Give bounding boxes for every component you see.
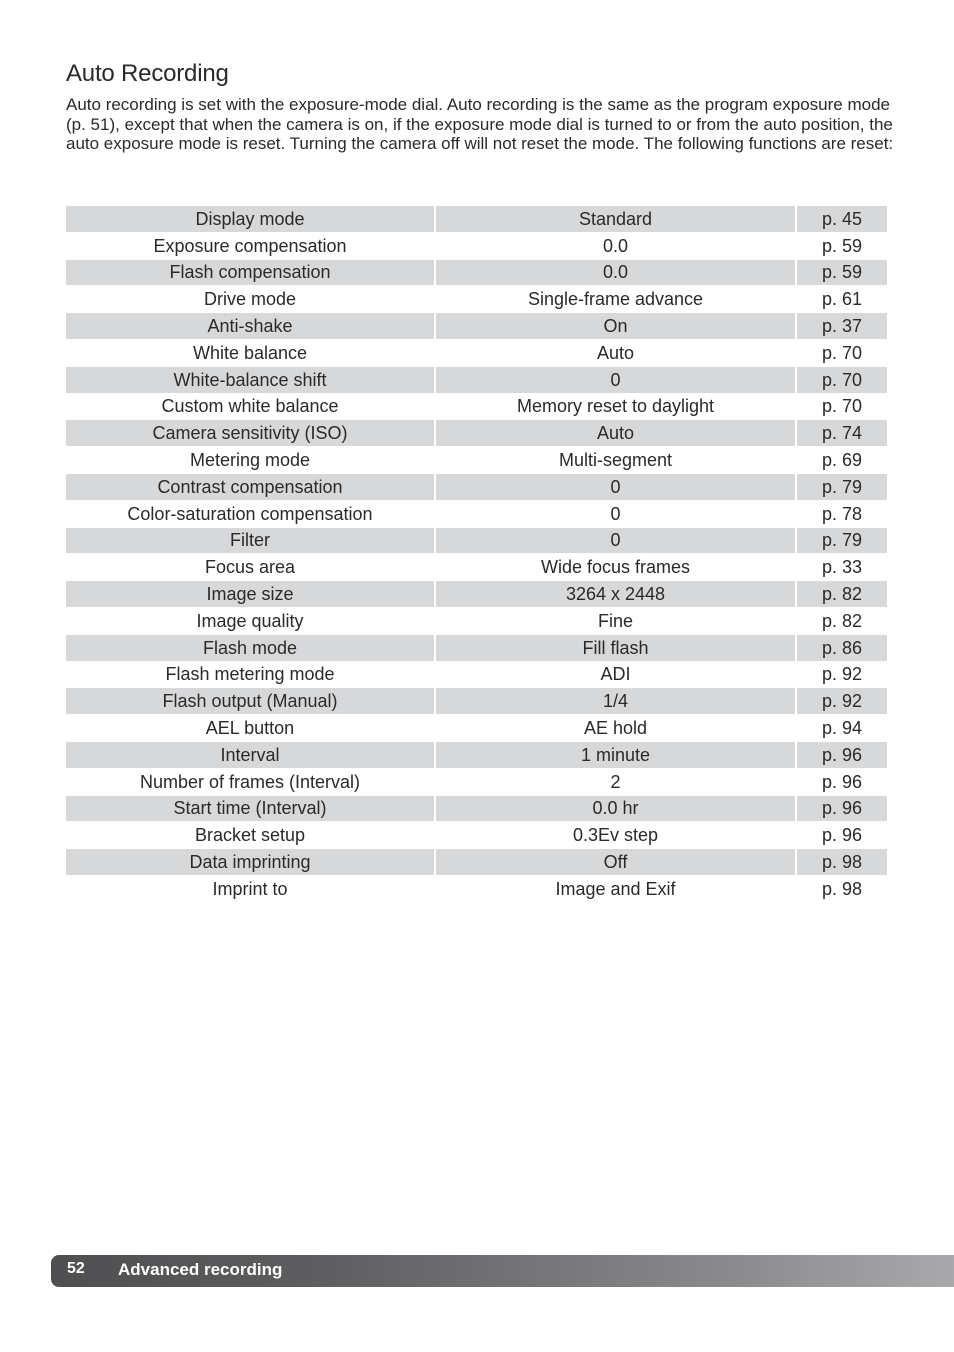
- function-cell: Camera sensitivity (ISO): [66, 420, 436, 447]
- page-ref-cell: p. 70: [797, 394, 887, 421]
- table-row: [66, 876, 887, 903]
- page-ref-cell: p. 82: [797, 581, 887, 608]
- table-row: [66, 688, 887, 715]
- value-cell: Wide focus frames: [436, 554, 797, 581]
- page-ref-cell: p. 96: [797, 769, 887, 796]
- function-cell: Exposure compensation: [66, 233, 436, 260]
- value-cell: Auto: [436, 420, 797, 447]
- table-row: [66, 447, 887, 474]
- function-cell: White-balance shift: [66, 367, 436, 394]
- table-row: [66, 260, 887, 287]
- page-ref-cell: p. 82: [797, 608, 887, 635]
- function-cell: Custom white balance: [66, 394, 436, 421]
- value-cell: Memory reset to daylight: [436, 394, 797, 421]
- value-cell: Auto: [436, 340, 797, 367]
- value-cell: Off: [436, 849, 797, 876]
- table-row: [66, 849, 887, 876]
- value-cell: On: [436, 313, 797, 340]
- table-row: [66, 581, 887, 608]
- table-body: [66, 206, 887, 903]
- page-ref-cell: p. 69: [797, 447, 887, 474]
- value-cell: Standard: [436, 206, 797, 233]
- table-row: [66, 608, 887, 635]
- function-cell: Interval: [66, 742, 436, 769]
- value-cell: 1/4: [436, 688, 797, 715]
- page-ref-cell: p. 92: [797, 688, 887, 715]
- table-row: [66, 233, 887, 260]
- value-cell: Fine: [436, 608, 797, 635]
- page-number: 52: [67, 1260, 85, 1277]
- page-ref-cell: p. 61: [797, 286, 887, 313]
- value-cell: Fill flash: [436, 635, 797, 662]
- function-cell: Focus area: [66, 554, 436, 581]
- table-row: [66, 474, 887, 501]
- table-row: [66, 796, 887, 823]
- function-cell: Start time (Interval): [66, 796, 436, 823]
- page-ref-cell: p. 92: [797, 662, 887, 689]
- function-cell: Flash mode: [66, 635, 436, 662]
- value-cell: AE hold: [436, 715, 797, 742]
- value-cell: ADI: [436, 662, 797, 689]
- table-row: [66, 206, 887, 233]
- table-row: [66, 420, 887, 447]
- value-cell: Multi-segment: [436, 447, 797, 474]
- page-ref-cell: p. 86: [797, 635, 887, 662]
- value-cell: Image and Exif: [436, 876, 797, 903]
- page-ref-cell: p. 98: [797, 876, 887, 903]
- table-row: [66, 742, 887, 769]
- page-ref-cell: p. 96: [797, 742, 887, 769]
- function-cell: Contrast compensation: [66, 474, 436, 501]
- page-ref-cell: p. 70: [797, 340, 887, 367]
- page-ref-cell: p. 79: [797, 528, 887, 555]
- function-cell: Display mode: [66, 206, 436, 233]
- page-ref-cell: p. 70: [797, 367, 887, 394]
- page-ref-cell: p. 96: [797, 796, 887, 823]
- function-cell: Data imprinting: [66, 849, 436, 876]
- table-row: [66, 394, 887, 421]
- table-row: [66, 286, 887, 313]
- section-title: Advanced recording: [118, 1260, 283, 1279]
- reset-functions-table: [66, 206, 887, 903]
- value-cell: 0.0: [436, 233, 797, 260]
- function-cell: Filter: [66, 528, 436, 555]
- value-cell: Single-frame advance: [436, 286, 797, 313]
- function-cell: Metering mode: [66, 447, 436, 474]
- table-row: [66, 554, 887, 581]
- table-row: [66, 662, 887, 689]
- function-cell: Image size: [66, 581, 436, 608]
- page-ref-cell: p. 59: [797, 233, 887, 260]
- function-cell: Imprint to: [66, 876, 436, 903]
- page-ref-cell: p. 74: [797, 420, 887, 447]
- page-ref-cell: p. 33: [797, 554, 887, 581]
- value-cell: 0.0: [436, 260, 797, 287]
- function-cell: Color-saturation compensation: [66, 501, 436, 528]
- table-row: [66, 715, 887, 742]
- table-row: [66, 340, 887, 367]
- page-ref-cell: p. 94: [797, 715, 887, 742]
- footer-bar: [51, 1255, 954, 1287]
- table-row: [66, 769, 887, 796]
- function-cell: Number of frames (Interval): [66, 769, 436, 796]
- function-cell: Drive mode: [66, 286, 436, 313]
- value-cell: 1 minute: [436, 742, 797, 769]
- page-ref-cell: p. 79: [797, 474, 887, 501]
- value-cell: 0: [436, 474, 797, 501]
- page-ref-cell: p. 98: [797, 849, 887, 876]
- table-row: [66, 822, 887, 849]
- function-cell: Image quality: [66, 608, 436, 635]
- function-cell: Flash output (Manual): [66, 688, 436, 715]
- page-title: Auto Recording: [66, 60, 229, 87]
- function-cell: Anti-shake: [66, 313, 436, 340]
- page-ref-cell: p. 37: [797, 313, 887, 340]
- table-row: [66, 635, 887, 662]
- page-ref-cell: p. 45: [797, 206, 887, 233]
- table-row: [66, 367, 887, 394]
- page-ref-cell: p. 78: [797, 501, 887, 528]
- value-cell: 0.3Ev step: [436, 822, 797, 849]
- intro-paragraph: Auto recording is set with the exposure-mode dial. Auto recording is the same as the program exposure mode (p. 51), except that when the camera is on, if the exposure mode dial is turned to or from the auto position, the auto exposure mode is reset. Turning the camera off will not reset the mode. The following functions are reset:: [66, 95, 894, 153]
- value-cell: 0: [436, 501, 797, 528]
- function-cell: Bracket setup: [66, 822, 436, 849]
- table-row: [66, 501, 887, 528]
- page-ref-cell: p. 96: [797, 822, 887, 849]
- function-cell: Flash metering mode: [66, 662, 436, 689]
- value-cell: 3264 x 2448: [436, 581, 797, 608]
- value-cell: 0.0 hr: [436, 796, 797, 823]
- page-ref-cell: p. 59: [797, 260, 887, 287]
- value-cell: 2: [436, 769, 797, 796]
- function-cell: White balance: [66, 340, 436, 367]
- table-row: [66, 528, 887, 555]
- function-cell: Flash compensation: [66, 260, 436, 287]
- table-row: [66, 313, 887, 340]
- value-cell: 0: [436, 367, 797, 394]
- value-cell: 0: [436, 528, 797, 555]
- function-cell: AEL button: [66, 715, 436, 742]
